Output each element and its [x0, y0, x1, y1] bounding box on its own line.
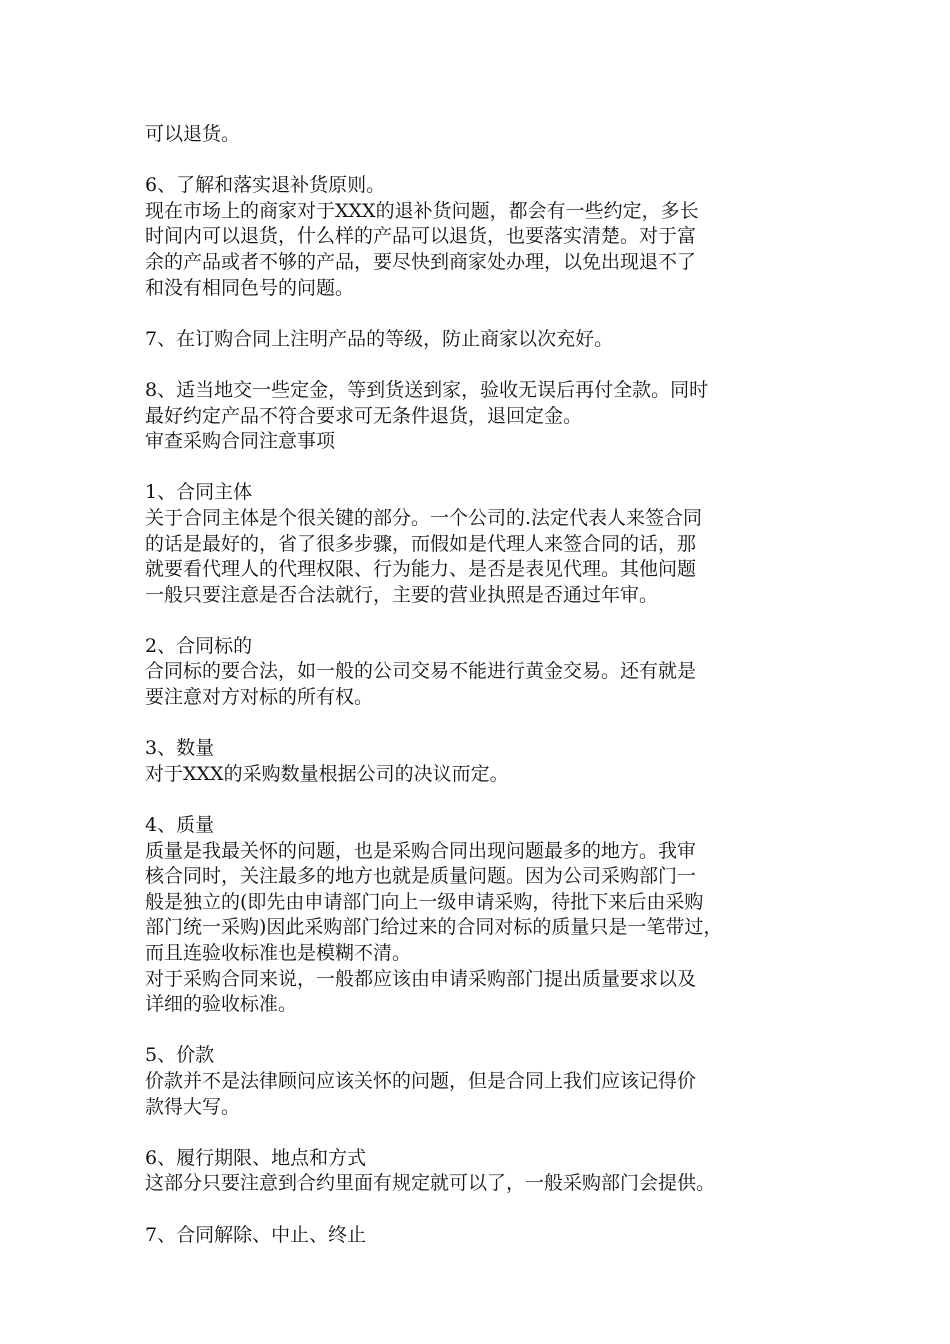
text-line: 现在市场上的商家对于XXX的退补货问题，都会有一些约定，多长 [145, 199, 699, 222]
text-line: 3、数量 [145, 737, 215, 760]
text-line: 对于XXX的采购数量根据公司的决议而定。 [145, 762, 509, 785]
text-line: 时间内可以退货，什么样的产品可以退货，也要落实清楚。对于富 [145, 225, 697, 248]
text-line: 价款并不是法律顾问应该关怀的问题，但是合同上我们应该记得价 [145, 1069, 697, 1092]
blank-line [145, 1018, 815, 1044]
text-line: 要注意对方对标的所有权。 [145, 686, 374, 709]
text-line: 7、在订购合同上注明产品的等级，防止商家以次充好。 [145, 327, 614, 350]
text-line: 关于合同主体是个很关键的部分。一个公司的.法定代表人来签合同 [145, 506, 703, 529]
text-line: 6、了解和落实退补货原则。 [145, 174, 386, 197]
text-line: 审查采购合同注意事项 [145, 430, 336, 453]
text-line: 合同标的要合法，如一般的公司交易不能进行黄金交易。还有就是 [145, 660, 697, 683]
text-line: 6、履行期限、地点和方式 [145, 1146, 367, 1169]
text-line: 4、质量 [145, 814, 215, 837]
text-line: 对于采购合同来说，一般都应该由申请采购部门提出质量要求以及 [145, 967, 697, 990]
text-line: 款得大写。 [145, 1095, 241, 1118]
text-line: 可以退货。 [145, 123, 241, 145]
blank-line [145, 787, 815, 813]
text-line: 部门统一采购)因此采购部门给过来的合同对标的质量只是一笔带过， [145, 916, 723, 939]
text-line: 的话是最好的，省了很多步骤，而假如是代理人来签合同的话，那 [145, 532, 697, 555]
blank-line [145, 711, 815, 737]
text-line: 质量是我最关怀的问题，也是采购合同出现问题最多的地方。我审 [145, 839, 697, 862]
text-line: 余的产品或者不够的产品，要尽快到商家处办理，以免出现退不了 [145, 250, 697, 273]
text-line: 和没有相同色号的问题。 [145, 276, 355, 299]
text-line: 般是独立的(即先由申请部门向上一级申请采购，待批下来后由采购 [145, 890, 704, 913]
blank-line [145, 148, 815, 174]
document-body [145, 122, 815, 1248]
text-line: 8、适当地交一些定金，等到货送到家，验收无误后再付全款。同时 [145, 378, 709, 401]
text-line: 7、合同解除、中止、终止 [145, 1223, 367, 1246]
blank-line [145, 608, 815, 634]
text-line: 一般只要注意是否合法就行，主要的营业执照是否通过年审。 [145, 583, 659, 606]
blank-line [145, 455, 815, 481]
text-line: 2、合同标的 [145, 634, 253, 657]
blank-line [145, 301, 815, 327]
blank-line [145, 1197, 815, 1223]
blank-line [145, 352, 815, 378]
text-line: 5、价款 [145, 1044, 215, 1067]
text-line: 而且连验收标准也是模糊不清。 [145, 942, 412, 964]
blank-line [145, 1120, 815, 1146]
text-line: 最好约定产品不符合要求可无条件退货，退回定金。 [145, 404, 583, 427]
text-line: 核合同时，关注最多的地方也就是质量问题。因为公司采购部门一 [145, 865, 697, 888]
text-line: 1、合同主体 [145, 481, 253, 504]
text-line: 详细的验收标准。 [145, 993, 298, 1016]
text-line: 这部分只要注意到合约里面有规定就可以了，一般采购部门会提供。 [145, 1172, 716, 1195]
text-line: 就要看代理人的代理权限、行为能力、是否是表见代理。其他问题 [145, 558, 697, 581]
